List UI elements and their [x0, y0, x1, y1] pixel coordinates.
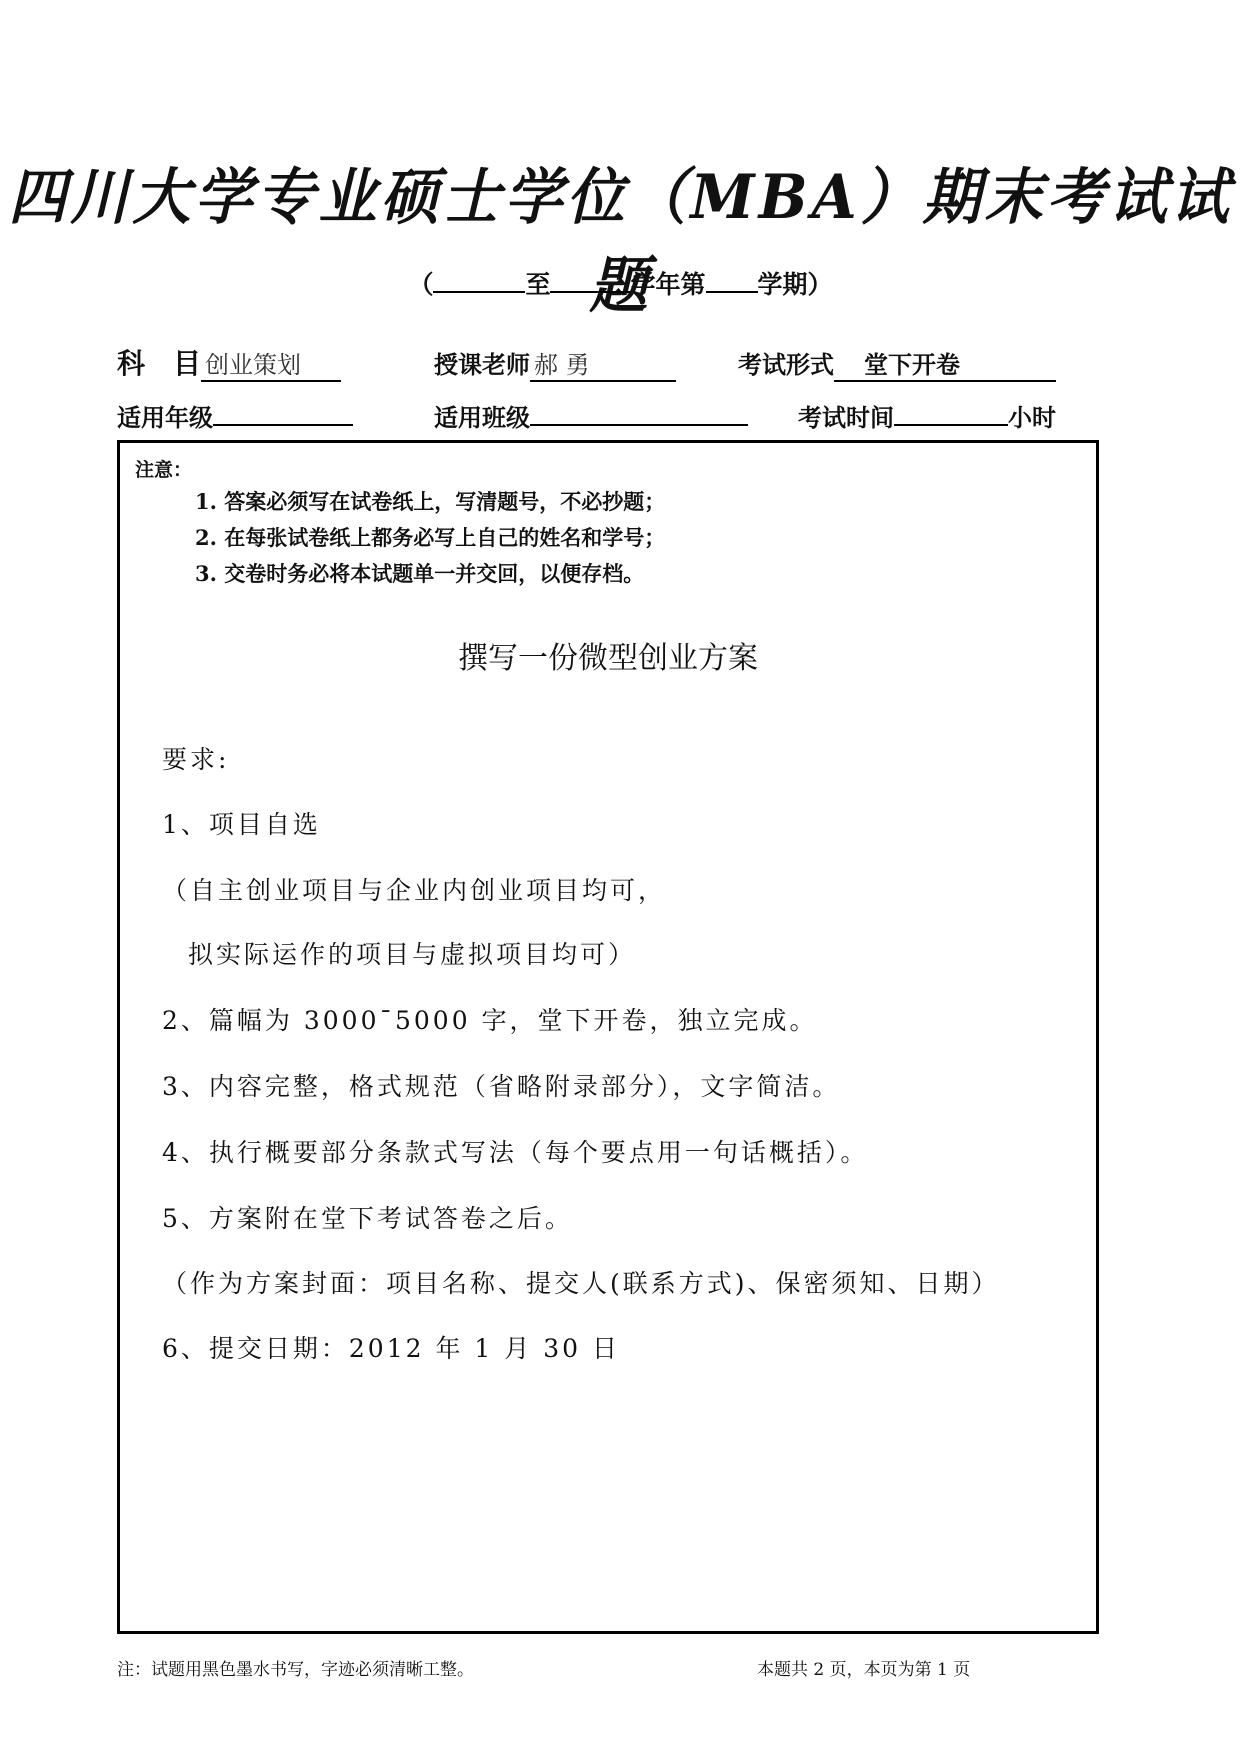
- requirement-line: 1、项目自选: [162, 810, 321, 839]
- footer-note: 注：试题用黑色墨水书写，字迹必须清晰工整。: [117, 1660, 474, 1680]
- academic-year-line: [0, 265, 1241, 301]
- requirement-line: 6、提交日期：2012 年 1 月 30 日: [162, 1334, 620, 1363]
- exam-time-label: 考试时间: [798, 403, 894, 432]
- class-field: [434, 398, 748, 433]
- teacher-field: [434, 345, 676, 382]
- year-end-blank: [550, 269, 630, 293]
- exam-form-label: 考试形式: [738, 350, 834, 379]
- page-count: 本题共 2 页，本页为第 1 页: [757, 1660, 971, 1680]
- exam-form-field: [738, 345, 1056, 382]
- exam-time-value: [894, 400, 1008, 426]
- class-label: 适用班级: [434, 403, 530, 432]
- requirement-line: （作为方案封面：项目名称、提交人(联系方式)、保密须知、日期）: [162, 1269, 1000, 1298]
- paren-open: （: [408, 270, 434, 299]
- notice-heading: 注意：: [135, 459, 193, 481]
- requirement-line: 要求:: [162, 745, 230, 774]
- year-start-blank: [433, 269, 525, 293]
- exam-content-box: [117, 440, 1099, 1634]
- semester-label: 学期: [757, 270, 808, 299]
- subject-field: [117, 342, 341, 382]
- academic-year-label: 学年第: [630, 270, 706, 299]
- grade-label: 适用年级: [117, 403, 213, 432]
- paren-close: ）: [807, 270, 833, 299]
- requirement-line: 3、内容完整，格式规范（省略附录部分），文字简洁。: [162, 1072, 841, 1101]
- subject-label: 科 目: [117, 347, 202, 380]
- grade-field: [117, 398, 353, 433]
- requirement-line: 4、执行概要部分条款式写法（每个要点用一句话概括）。: [162, 1138, 869, 1167]
- requirement-line: 5、方案附在堂下考试答卷之后。: [162, 1204, 573, 1233]
- assignment-title: 撰写一份微型创业方案: [458, 641, 758, 676]
- exam-form-value: 堂下开卷: [834, 345, 1056, 382]
- notice-item: 2. 在每张试卷纸上都务必写上自己的姓名和学号；: [195, 525, 666, 550]
- to-label: 至: [525, 270, 551, 299]
- requirement-line: 2、篇幅为 3000¯5000 字，堂下开卷，独立完成。: [162, 1006, 818, 1035]
- class-value: [530, 400, 748, 426]
- exam-title: 四川大学专业硕士学位（MBA）期末考试试题: [8, 161, 1233, 322]
- requirement-line: 拟实际运作的项目与虚拟项目均可）: [188, 940, 637, 969]
- requirement-line: （自主创业项目与企业内创业项目均可，: [162, 876, 667, 905]
- notice-item: 1. 答案必须写在试卷纸上，写清题号，不必抄题；: [195, 489, 666, 514]
- teacher-label: 授课老师: [434, 350, 530, 379]
- teacher-value: 郝 勇: [530, 345, 676, 382]
- notice-item: 3. 交卷时务必将本试题单一并交回，以便存档。: [195, 561, 645, 586]
- semester-number-blank: [706, 269, 758, 293]
- exam-time-field: [798, 398, 1056, 433]
- hours-unit: 小时: [1008, 403, 1056, 432]
- grade-value: [213, 400, 353, 426]
- subject-value: 创业策划: [201, 345, 341, 382]
